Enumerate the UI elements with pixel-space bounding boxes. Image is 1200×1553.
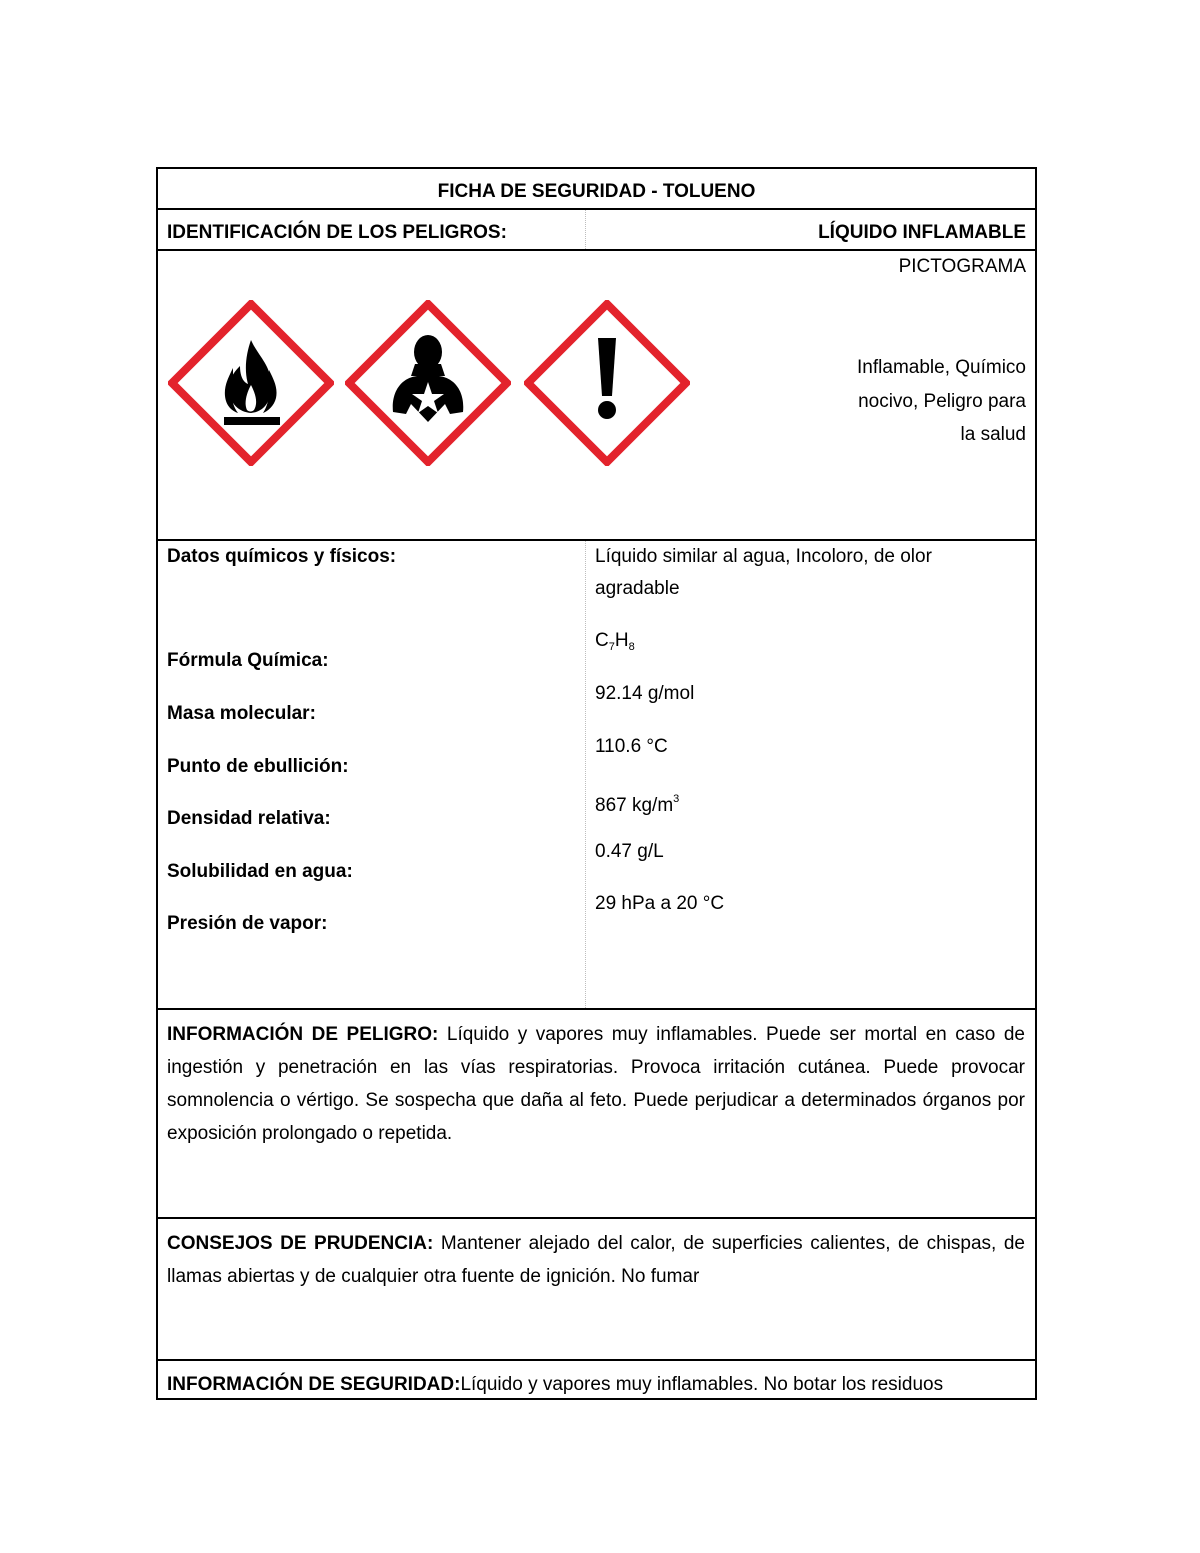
water-solubility-label: Solubilidad en agua: [167,861,353,882]
water-solubility-value: 0.47 g/L [595,841,664,862]
divider [156,1008,1037,1010]
column-guide [585,541,586,1008]
chemical-data-label: Datos químicos y físicos: [167,546,397,567]
chemical-data-description: Líquido similar al agua, Incoloro, de olor [595,546,932,567]
molecular-mass-value: 92.14 g/mol [595,683,695,704]
pictogram-description-line: la salud [960,424,1026,445]
divider [156,1217,1037,1219]
hazard-info-paragraph [167,1018,1025,1150]
health-hazard-icon [345,300,511,466]
divider [156,208,1037,210]
hazard-info-text: Líquido y vapores muy inflamables. Puede ser mortal en caso de ingestión y penetración en las vías respiratorias. Provoca irritación cutánea. Puede provocar somnolencia o vértigo. Se sospecha que daña al feto. Puede perjudicar a determinados órganos por exposición prolongado o repetida. [167,1024,1025,1144]
divider [156,1359,1037,1361]
pictogram-description-line: Inflamable, Químico [857,357,1026,378]
safety-info-line [167,1369,943,1401]
hazard-info-label: INFORMACIÓN DE PELIGRO: [167,1024,439,1045]
precautions-label: CONSEJOS DE PRUDENCIA: [167,1233,434,1254]
safety-data-sheet [156,167,1037,1400]
pictogram-description-line: nocivo, Peligro para [858,391,1026,412]
identification-value: LÍQUIDO INFLAMABLE [818,222,1026,243]
precautions-paragraph [167,1227,1025,1293]
sheet-title: FICHA DE SEGURIDAD - TOLUENO [437,181,756,202]
exclamation-mark-icon [524,300,690,466]
column-guide [585,210,586,249]
precautions-text: Mantener alejado del calor, de superficies calientes, de chispas, de llamas abiertas y de cualquier otra fuente de ignición. No fumar [167,1233,1025,1287]
flame-icon [168,300,334,466]
formula-label: Fórmula Química: [167,650,329,671]
vapor-pressure-label: Presión de vapor: [167,913,328,934]
identification-label: IDENTIFICACIÓN DE LOS PELIGROS: [167,222,507,243]
chemical-data-description: agradable [595,578,680,599]
relative-density-label: Densidad relativa: [167,808,331,829]
relative-density-value: 867 $kg/m^3$ [595,793,680,816]
safety-info-label: INFORMACIÓN DE SEGURIDAD: [167,1374,461,1395]
vapor-pressure-value: 29 hPa a 20 °C [595,893,725,914]
boiling-point-value: 110.6 °C [595,736,668,757]
formula-value: $C_7H_8$ [595,630,635,653]
molecular-mass-label: Masa molecular: [167,703,316,724]
safety-info-text: Líquido y vapores muy inflamables. No botar los residuos [460,1374,944,1395]
pictogram-header: PICTOGRAMA [898,256,1026,277]
boiling-point-label: Punto de ebullición: [167,756,349,777]
